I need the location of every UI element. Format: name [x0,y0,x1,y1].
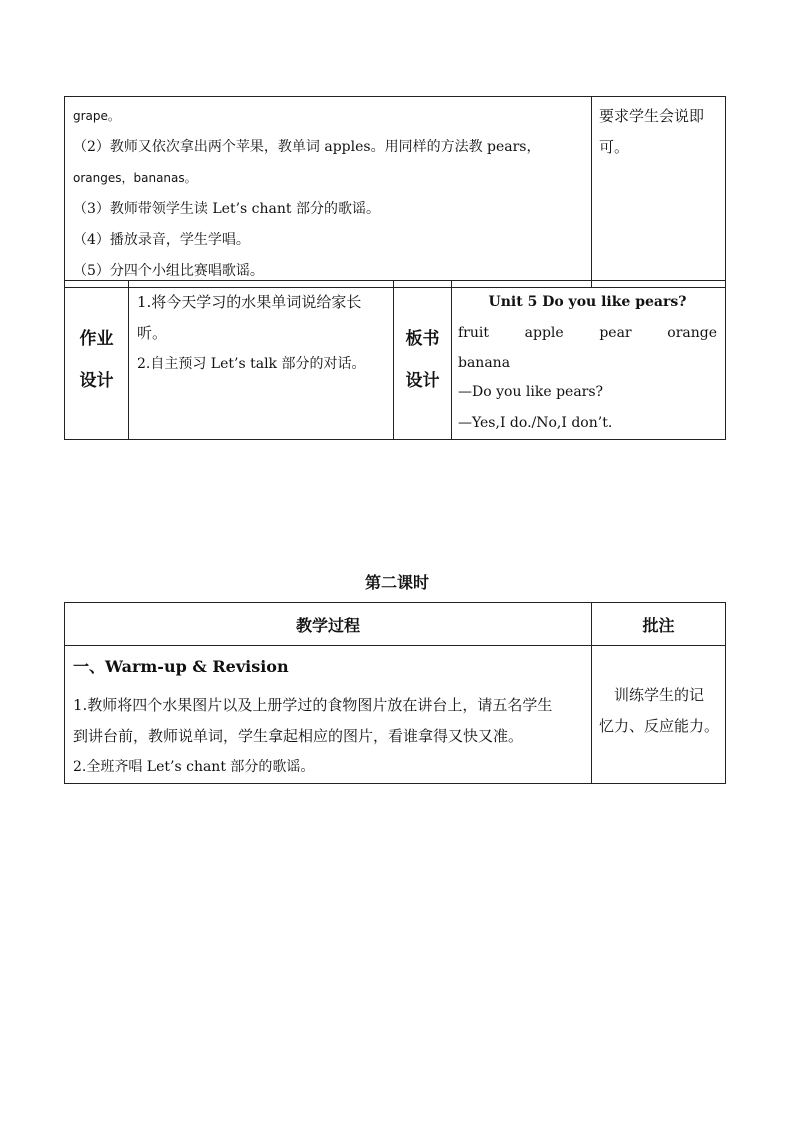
board-word: apple [524,325,564,341]
board-word-last: banana [458,355,511,371]
board-word: orange [667,325,717,341]
process-line: grape。 [73,109,120,123]
lesson2-process-cell [65,646,592,784]
homework-label [65,281,129,440]
process-line: （5）分四个小组比赛唱歌谣。 [73,263,264,279]
header-note: 批注 [592,603,726,646]
process-line: 1.教师将四个水果图片以及上册学过的食物图片放在讲台上，请五名学生 [73,696,553,714]
section-title: 一、Warm-up & Revision [73,657,289,676]
note-line: 可。 [599,138,630,156]
note-line: 要求学生会说即 [599,107,705,125]
process-line: （4）播放录音，学生学唱。 [73,232,250,248]
note-line: 训练学生的记 [613,686,704,704]
homework-board-table [64,280,726,440]
homework-content [129,281,394,440]
board-words [458,318,717,349]
board-label-line: 设计 [405,371,440,391]
board-label-line: 板书 [405,329,440,349]
board-title: Unit 5 Do you like pears? [488,294,687,310]
board-word: fruit [458,325,489,341]
header-process: 教学过程 [65,603,592,646]
process-line: 到讲台前，教师说单词，学生拿起相应的图片，看谁拿得又快又准。 [73,727,524,745]
process-cell [65,97,592,288]
homework-item: 1.将今天学习的水果单词说给家长 [137,293,362,311]
homework-label-line: 作业 [79,329,114,349]
board-answer: —Yes,I do./No,I don’t. [458,415,613,431]
board-content [452,281,726,440]
process-line: 2.全班齐唱 Let’s chant 部分的歌谣。 [73,759,315,775]
lesson2-note-cell [592,646,726,784]
process-line: （3）教师带领学生读 Let’s chant 部分的歌谣。 [73,201,380,217]
lesson2-table [64,602,726,784]
note-line: 忆力、反应能力。 [599,717,720,735]
board-question: —Do you like pears? [458,384,604,400]
homework-item: 2.自主预习 Let’s talk 部分的对话。 [137,356,366,372]
process-line: （2）教师又依次拿出两个苹果，教单词 apples。用同样的方法教 pears， [73,139,541,155]
lesson2-title: 第二课时 [364,573,429,592]
note-cell [592,97,726,288]
homework-item: 听。 [137,324,168,342]
process-line: oranges，bananas。 [73,171,197,185]
lesson1-process-table [64,96,726,288]
homework-label-line: 设计 [79,371,114,391]
board-word: pear [599,325,632,341]
board-label [394,281,452,440]
